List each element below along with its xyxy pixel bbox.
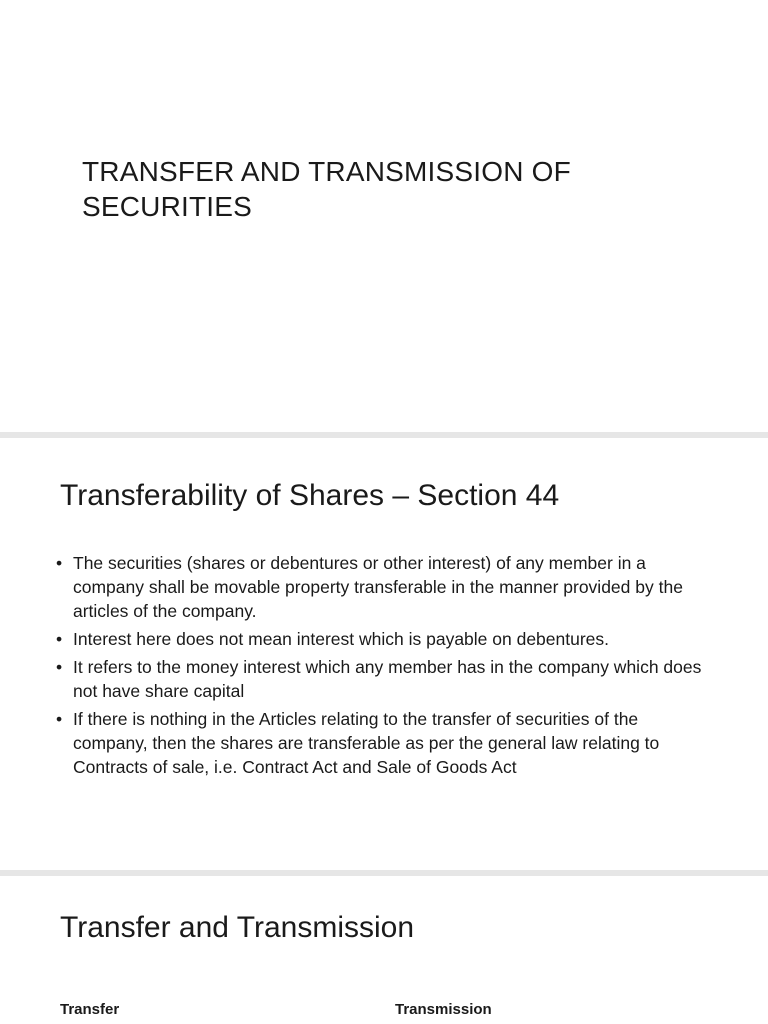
bullet-icon: • [56, 629, 63, 649]
bullet-text: It refers to the money interest which any member has in the company which does not have share capital [73, 657, 702, 701]
bullet-text: Interest here does not mean interest which is payable on debentures. [73, 629, 610, 649]
bullet-text: The securities (shares or debentures or other interest) of any member in a company shall be movable property transferable in the manner provided by the articles of the company. [73, 553, 683, 621]
slide-heading: Transferability of Shares – Section 44 [60, 479, 560, 512]
list-item [56, 707, 716, 779]
list-item [56, 551, 716, 623]
bullet-icon: • [56, 553, 63, 573]
column-heading-transfer: Transfer [60, 1001, 120, 1018]
bullet-list [56, 551, 716, 783]
presentation-title: TRANSFER AND TRANSMISSION OF SECURITIES [82, 156, 571, 222]
slide-transfer-transmission [0, 876, 768, 1024]
slide-heading: Transfer and Transmission [60, 911, 415, 944]
slide-title [0, 0, 768, 432]
column-heading-transmission: Transmission [395, 1001, 492, 1018]
slide-transferability [0, 438, 768, 870]
bullet-icon: • [56, 657, 63, 677]
list-item [56, 627, 716, 651]
list-item [56, 655, 716, 703]
bullet-icon: • [56, 709, 63, 729]
bullet-text: If there is nothing in the Articles relating to the transfer of securities of the company, then the shares are transferable as per the general law relating to Contracts of sale, i.e. Contract Act and Sale of Goods Act [73, 709, 660, 777]
